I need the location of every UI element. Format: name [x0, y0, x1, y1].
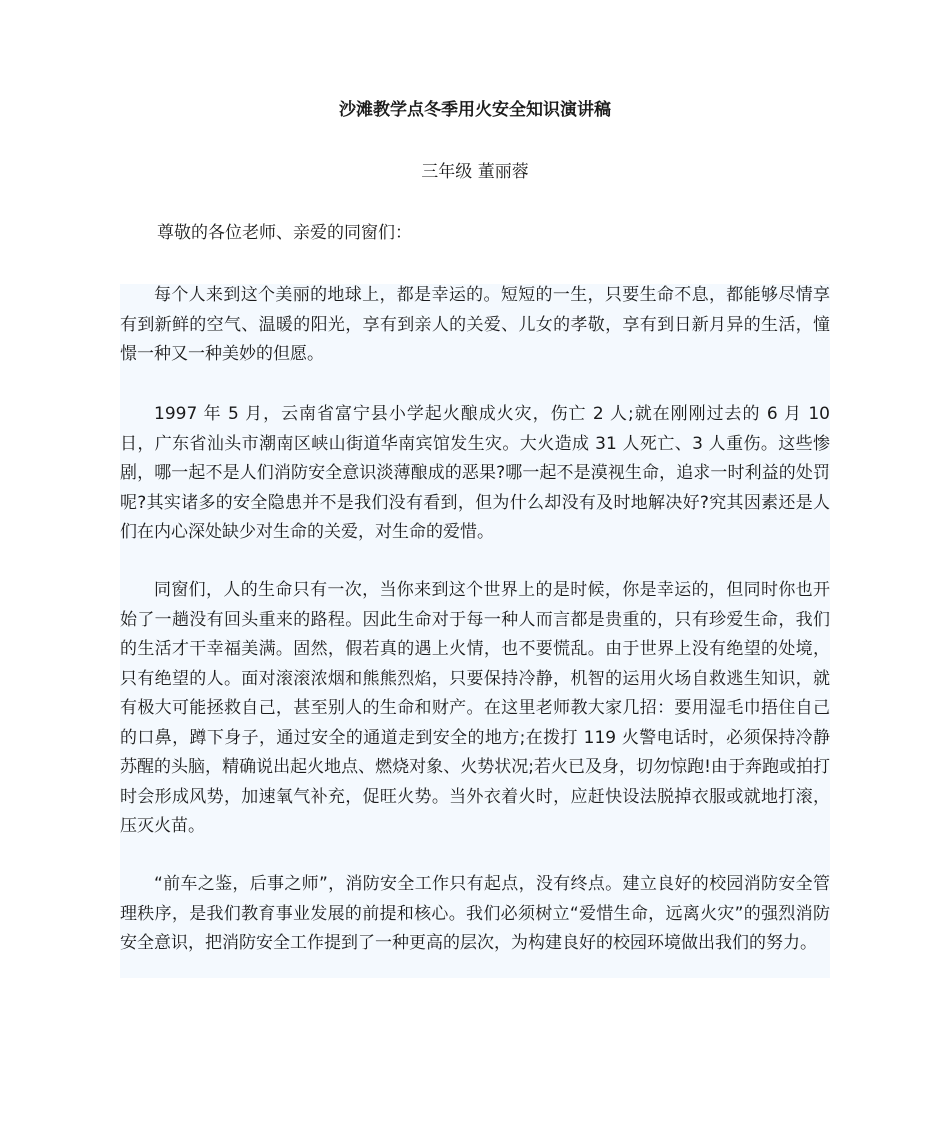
salutation: 尊敬的各位老师、亲爱的同窗们： [157, 223, 412, 243]
paragraph-1: 每个人来到这个美丽的地球上，都是幸运的。短短的一生，只要生命不息，都能够尽情享有到新鲜的空气、温暖的阳光，享有到亲人的关爱、儿女的孝敬，享有到日新月异的生活，憧憬一种又一种美妙的但愿。 [120, 285, 830, 364]
paragraph-4: “前车之鉴，后事之师”，消防安全工作只有起点，没有终点。建立良好的校园消防安全管理秩序，是我们教育事业发展的前提和核心。我们必须树立“爱惜生命，远离火灾”的强烈消防安全意识，把消防安全工作提到了一种更高的层次，为构建良好的校园环境做出我们的努力。 [120, 874, 830, 953]
paragraph-2: 1997 年 5 月，云南省富宁县小学起火酿成火灾，伤亡 2 人;就在刚刚过去的 6 月 10 日，广东省汕头市潮南区峡山街道华南宾馆发生灾。大火造成 31 人死亡、3 人重伤。这些惨剧，哪一起不是人们消防安全意识淡薄酿成的恶果?哪一起不是漠视生命，追求一时利益的处罚呢?其实诸多的安全隐患并不是我们没有看到，但为什么却没有及时地解决好?究其因素还是人们在内心深处缺少对生命的关爱，对生命的爱惜。 [120, 404, 830, 542]
document-title: 沙滩教学点冬季用火安全知识演讲稿 [339, 100, 611, 120]
paragraph-3: 同窗们，人的生命只有一次，当你来到这个世界上的是时候，你是幸运的，但同时你也开始了一趟没有回头重来的路程。因此生命对于每一种人而言都是贵重的，只有珍爱生命，我们的生活才干幸福美满。固然，假若真的遇上火情，也不要慌乱。由于世界上没有绝望的处境，只有绝望的人。面对滚滚浓烟和熊熊烈焰，只要保持冷静，机智的运用火场自救逃生知识，就有极大可能拯救自己，甚至别人的生命和财产。在这里老师教大家几招：要用湿毛巾捂住自己的口鼻，蹲下身子，通过安全的通道走到安全的地方;在拨打 119 火警电话时，必须保持冷静苏醒的头脑，精确说出起火地点、燃烧对象、火势状况;若火已及身，切勿惊跑!由于奔跑或拍打时会形成风势，加速氧气补充，促旺火势。当外衣着火时，应赶快设法脱掉衣服或就地打滚，压灭火苗。 [120, 580, 830, 836]
document-byline: 三年级 董丽蓉 [421, 162, 529, 182]
